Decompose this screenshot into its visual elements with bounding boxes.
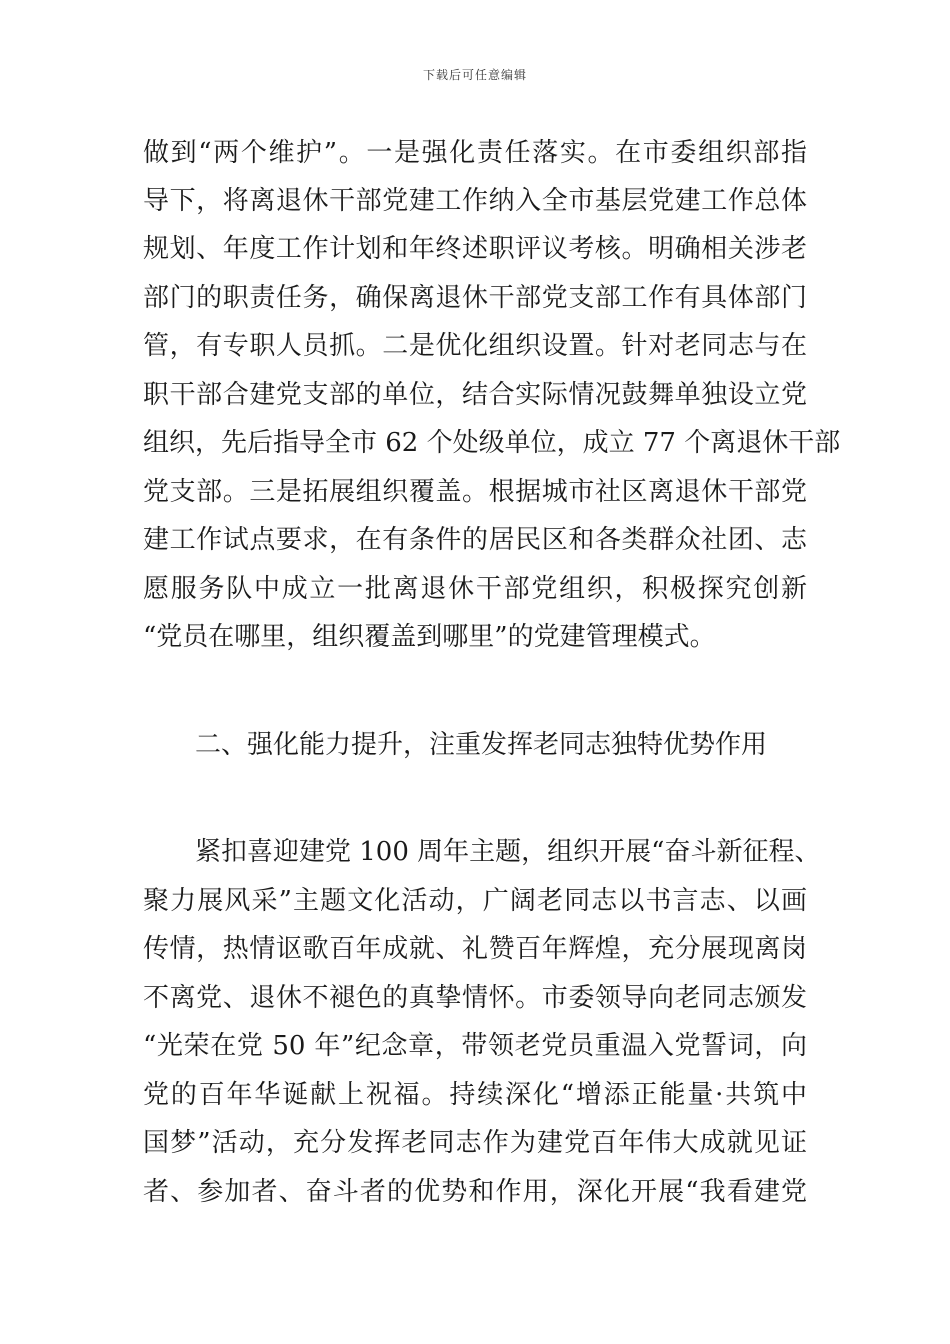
- paragraph-line: 传情，热情讴歌百年成就、礼赞百年辉煌，充分展现离岗: [143, 934, 807, 964]
- paragraph-line: 不离党、退休不褪色的真挚情怀。市委领导向老同志颁发: [143, 983, 807, 1013]
- paragraph-line: 导下，将离退休干部党建工作纳入全市基层党建工作总体: [143, 186, 807, 216]
- paragraph-line: “党员在哪里，组织覆盖到哪里”的党建管理模式。: [143, 622, 716, 652]
- paragraph-line: 愿服务队中成立一批离退休干部党组织，积极探究创新: [143, 574, 807, 604]
- paragraph-line: 建工作试点要求，在有条件的居民区和各类群众社团、志: [143, 525, 807, 555]
- paragraph-line: 部门的职责任务，确保离退休干部党支部工作有具体部门: [143, 283, 807, 313]
- section-heading: 二、强化能力提升，注重发挥老同志独特优势作用: [195, 730, 768, 760]
- paragraph-line: 做到“两个维护”。一是强化责任落实。在市委组织部指: [143, 138, 807, 168]
- paragraph-line: 党的百年华诞献上祝福。持续深化“增添正能量·共筑中: [143, 1080, 807, 1110]
- paragraph-line: 国梦”活动，充分发挥老同志作为建党百年伟大成就见证: [143, 1128, 807, 1158]
- paragraph-line: 规划、年度工作计划和年终述职评议考核。明确相关涉老: [143, 234, 807, 264]
- header-note: 下载后可任意编辑: [422, 68, 527, 82]
- paragraph-line: 职干部合建党支部的单位，结合实际情况鼓舞单独设立党: [143, 380, 807, 410]
- paragraph-line: 聚力展风采”主题文化活动，广阔老同志以书言志、以画: [143, 886, 807, 916]
- paragraph-line: 组织，先后指导全市 62 个处级单位，成立 77 个离退休干部: [143, 428, 841, 458]
- paragraph-line: 者、参加者、奋斗者的优势和作用，深化开展“我看建党: [143, 1177, 807, 1207]
- paragraph-line: “光荣在党 50 年”纪念章，带领老党员重温入党誓词，向: [143, 1031, 807, 1061]
- paragraph-line: 紧扣喜迎建党 100 周年主题，组织开展“奋斗新征程、: [195, 837, 821, 867]
- paragraph-line: 管，有专职人员抓。二是优化组织设置。针对老同志与在: [143, 331, 807, 361]
- paragraph-line: 党支部。三是拓展组织覆盖。根据城市社区离退休干部党: [143, 477, 807, 507]
